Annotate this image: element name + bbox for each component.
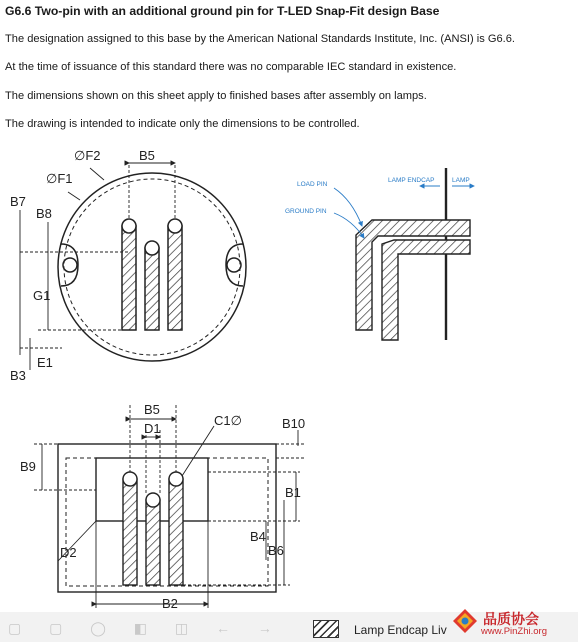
- watermark-url: www.PinZhi.org: [481, 626, 547, 637]
- paragraph-ansi-designation: The designation assigned to this base by the American National Standards Institute, Inc. (ANSI) is G6.6.: [5, 33, 515, 45]
- top-view: [58, 173, 246, 361]
- top-pin-left: [122, 219, 136, 330]
- label-d1: D1: [144, 421, 161, 436]
- side-view: [356, 168, 470, 340]
- label-b3: B3: [10, 368, 26, 383]
- label-top-b5: B5: [139, 148, 155, 163]
- label-c1: C1∅: [214, 413, 242, 428]
- label-e1: E1: [37, 355, 53, 370]
- label-lamp: LAMP: [452, 177, 470, 184]
- side-ground-pin: [382, 240, 470, 340]
- label-front-b5: B5: [144, 402, 160, 417]
- right-lug-hole: [227, 258, 241, 272]
- label-g1: G1: [33, 288, 51, 303]
- side-load-pin: [356, 220, 470, 330]
- label-b4: B4: [250, 529, 266, 544]
- top-pin-ground: [145, 241, 159, 330]
- label-f1: ∅F1: [46, 171, 73, 186]
- label-ground-pin: GROUND PIN: [285, 208, 327, 215]
- label-d2: D2: [60, 545, 77, 560]
- front-pin-left: [123, 472, 137, 585]
- paragraph-dimensions-note: The dimensions shown on this sheet apply to finished bases after assembly on lamps.: [5, 90, 427, 102]
- label-b8: B8: [36, 206, 52, 221]
- front-pin-right: [169, 472, 183, 585]
- watermark-logo-icon: [452, 608, 478, 634]
- front-outer-body: [58, 444, 276, 592]
- front-view: [58, 444, 276, 592]
- paragraph-iec-note: At the time of issuance of this standard there was no comparable IEC standard in existence.: [5, 61, 457, 73]
- front-pin-ground: [146, 493, 160, 585]
- label-f2: ∅F2: [74, 148, 101, 163]
- document-heading: G6.6 Two-pin with an additional ground pin for T-LED Snap-Fit design Base: [5, 4, 440, 18]
- label-b9: B9: [20, 459, 36, 474]
- label-load-pin: LOAD PIN: [297, 181, 328, 188]
- legend-label: Lamp Endcap Liv: [354, 623, 447, 637]
- faded-toolbar-icons: ▢ ▢ ◯ ◧ ◫ ← →: [8, 620, 284, 636]
- label-lamp-endcap: LAMP ENDCAP: [388, 177, 435, 184]
- top-pin-right: [168, 219, 182, 330]
- legend-hatch-swatch: [313, 620, 339, 638]
- label-b2: B2: [162, 596, 178, 611]
- label-b7: B7: [10, 194, 26, 209]
- label-b6: B6: [268, 543, 284, 558]
- paragraph-drawing-intent: The drawing is intended to indicate only the dimensions to be controlled.: [5, 118, 360, 130]
- watermark-name: 品质协会: [483, 611, 539, 627]
- label-b10: B10: [282, 416, 306, 431]
- left-lug-hole: [63, 258, 77, 272]
- label-b1: B1: [285, 485, 301, 500]
